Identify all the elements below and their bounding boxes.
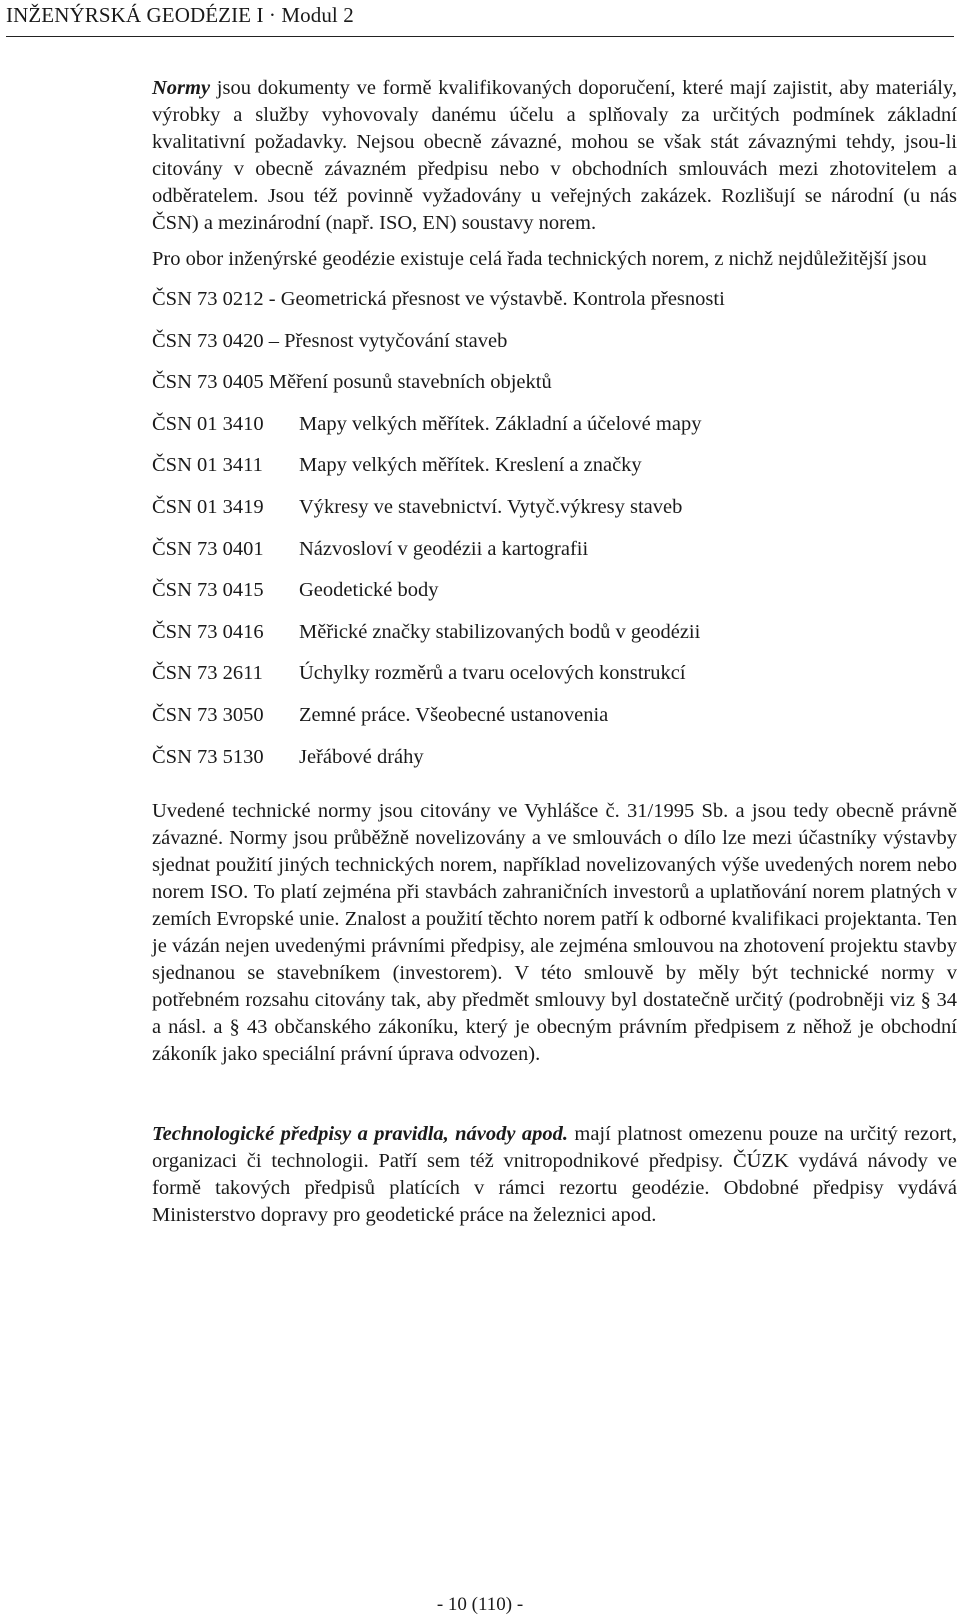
norm-code: ČSN 73 3050 xyxy=(152,703,264,726)
norm-code: ČSN 01 3419 xyxy=(152,495,264,518)
norm-title: Mapy velkých měřítek. Základní a účelové mapy xyxy=(299,412,702,435)
norm-title: – Přesnost vytyčování staveb xyxy=(268,329,508,352)
header-title: INŽENÝRSKÁ GEODÉZIE I · Modul 2 xyxy=(6,3,354,27)
norm-item xyxy=(152,577,957,619)
norm-title: Názvosloví v geodézii a kartografii xyxy=(299,537,589,560)
norm-item xyxy=(152,369,957,411)
norm-code: ČSN 73 2611 xyxy=(152,662,263,685)
norm-code: ČSN 73 0420 xyxy=(152,329,264,352)
norm-code: ČSN 73 0212 xyxy=(152,288,264,310)
norm-title: Úchylky rozměrů a tvaru ocelových konstrukcí xyxy=(299,662,686,685)
page-header xyxy=(6,0,954,37)
norm-item xyxy=(152,702,957,744)
norm-title: Výkresy ve stavebnictví. Vytyč.výkresy staveb xyxy=(299,495,683,518)
norm-title: Geodetické body xyxy=(299,579,439,602)
norm-code: ČSN 01 3410 xyxy=(152,412,264,435)
paragraph-lead-term: Technologické předpisy a pravidla, návody apod. xyxy=(152,1123,569,1146)
page-number: - 10 (110) - xyxy=(436,1594,524,1615)
paragraph-norms-intro xyxy=(152,246,957,273)
norm-title: Mapy velkých měřítek. Kreslení a značky xyxy=(299,454,642,477)
norm-title: Zemné práce. Všeobecné ustanovenia xyxy=(299,703,609,726)
norm-item xyxy=(152,411,957,453)
paragraph-norms-legal xyxy=(152,798,957,1068)
norm-title: Jeřábové dráhy xyxy=(299,745,424,768)
norm-item xyxy=(152,536,957,578)
paragraph-text: mají platnost omezenu pouze na určitý rezort, organizaci či technologii. Patří sem též vnitropodnikové předpisy. ČÚZK vydává návody ve formě takových předpisů platících v rámci rezortu geodézie. Obdobné předpisy vydává Ministerstvo dopravy pro geodetické práce na železnici apod. xyxy=(152,1123,957,1227)
norm-item xyxy=(152,619,957,661)
norm-title: Měřické značky stabilizovaných bodů v geodézii xyxy=(299,620,701,643)
page-footer xyxy=(0,1594,960,1616)
paragraph-text: Pro obor inženýrské geodézie existuje celá řada technických norem, z nichž nejdůležitější jsou xyxy=(152,248,927,270)
norm-code: ČSN 73 0416 xyxy=(152,620,264,643)
document-body xyxy=(152,75,957,1229)
norm-item xyxy=(152,452,957,494)
paragraph-lead-term: Normy xyxy=(152,77,211,99)
paragraph-text: jsou dokumenty ve formě kvalifikovaných doporučení, které mají zajistit, aby materiály, výrobky a služby vyhovovaly danému účelu a splňovaly za určitých podmínek základní kvalitativní požadavky. Nejsou obecně závazné, mohou se však stát závaznými tehdy, jsou-li citovány v obecně závazném předpisu nebo v obchodních smlouvách mezi zhotovitelem a odběratelem. Jsou též povinně vyžadovány u veřejných zakázek. Rozlišují se národní (u nás ČSN) a mezinárodní (např. ISO, EN) soustavy norem. xyxy=(152,77,957,234)
norm-code: ČSN 73 5130 xyxy=(152,745,264,768)
norm-code: ČSN 73 0415 xyxy=(152,579,264,602)
norm-item xyxy=(152,744,957,786)
norm-item xyxy=(152,494,957,536)
norm-title: - Geometrická přesnost ve výstavbě. Kontrola přesnosti xyxy=(268,288,725,310)
paragraph-norms-definition xyxy=(152,75,957,237)
paragraph-text: Uvedené technické normy jsou citovány ve Vyhlášce č. 31/1995 Sb. a jsou tedy obecně právně závazné. Normy jsou průběžně novelizovány a ve smlouvách o dílo lze mezi účastníky výstavby sjednat použití jiných technických norem, například novelizovaných výše uvedených norem nebo norem ISO. To platí zejména při stavbách zahraničních investorů a uplatňování norem platných v zemích Evropské unie. Znalost a použití těchto norem patří k odborné kvalifikaci projektanta. Ten je vázán nejen uvedenými právními předpisy, ale zejména smlouvou na zhotovení projektu stavby sjednanou se stavebníkem (investorem). V této smlouvě by měly být technické normy v potřebném rozsahu citovány tak, aby předmět smlouvy byl dostatečně určitý (podrobněji viz § 34 a násl. a § 43 občanského zákoníku, který je obecným právním předpisem z něhož je obchodní zákoník jako speciální právní úprava odvozen). xyxy=(152,800,957,1066)
norm-title: Měření posunů stavebních objektů xyxy=(268,371,552,394)
norm-code: ČSN 73 0401 xyxy=(152,537,264,560)
norm-code: ČSN 73 0405 xyxy=(152,371,264,394)
norm-list xyxy=(152,286,957,785)
norm-item xyxy=(152,328,957,370)
norm-item xyxy=(152,286,957,328)
norm-code: ČSN 01 3411 xyxy=(152,454,263,477)
norm-item xyxy=(152,660,957,702)
paragraph-technological-rules xyxy=(152,1121,957,1229)
